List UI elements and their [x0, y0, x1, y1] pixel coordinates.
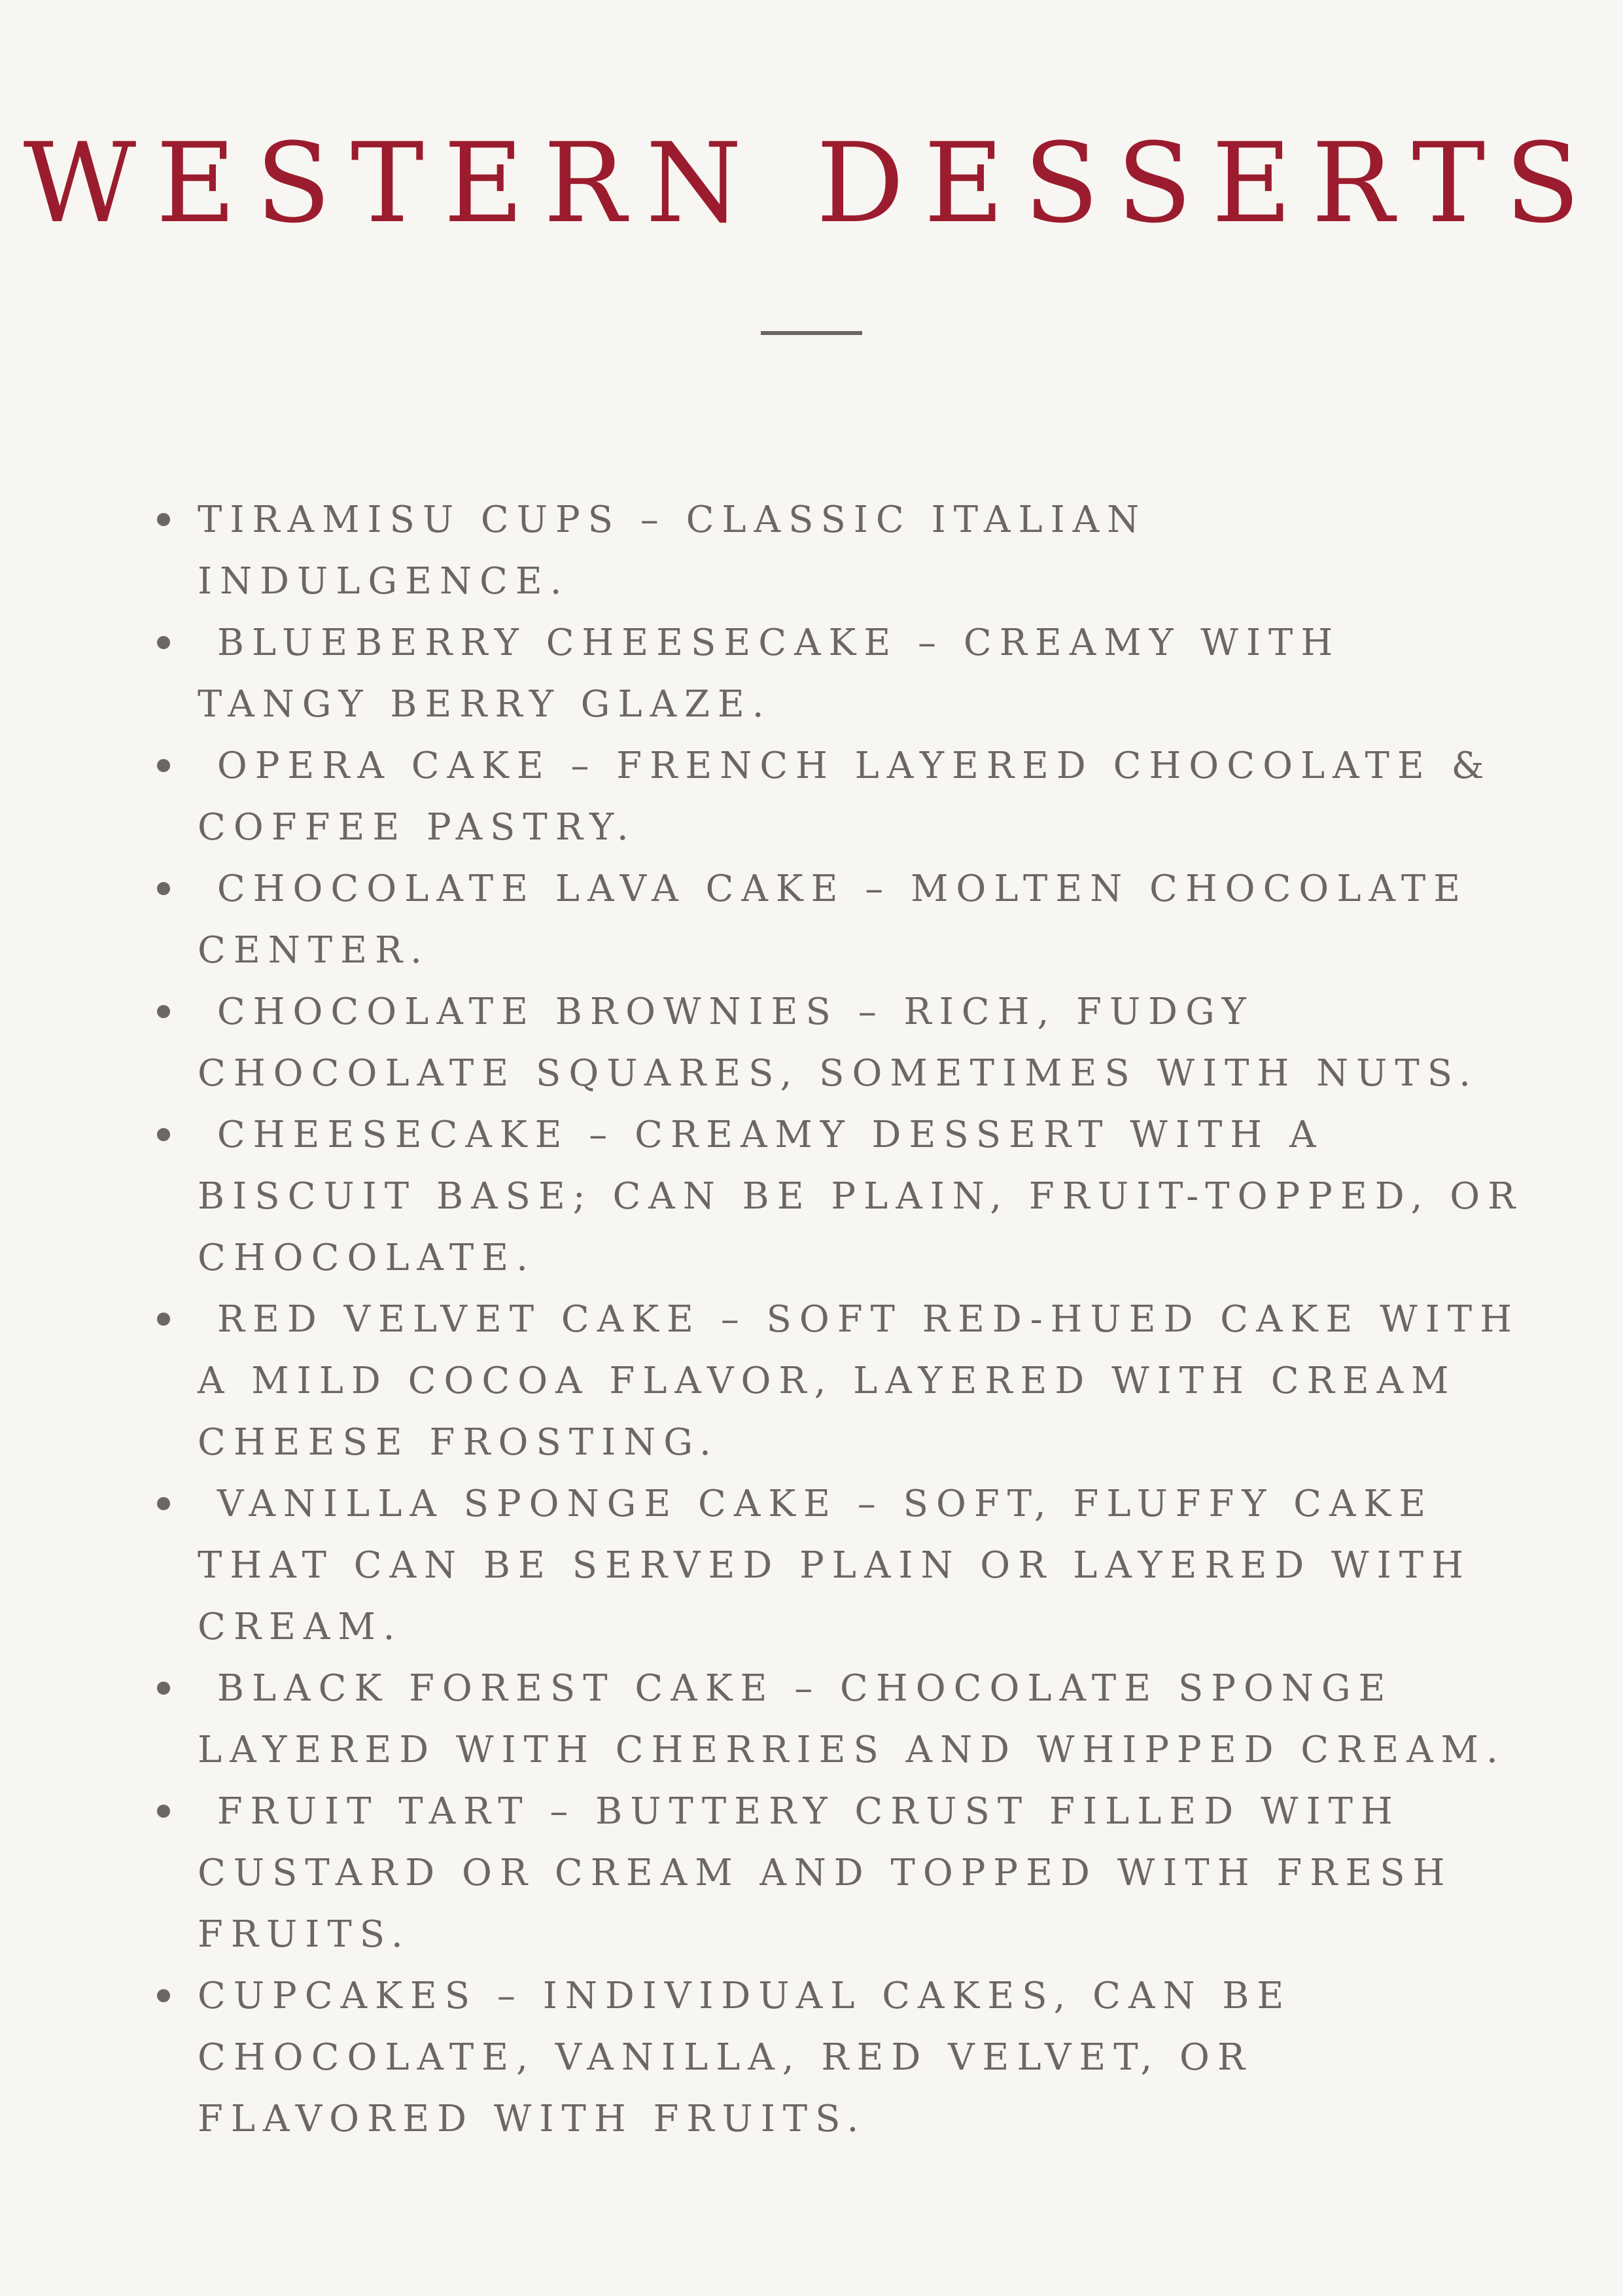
list-item-text: VANILLA SPONGE CAKE – SOFT, FLUFFY CAKE THAT CAN BE SERVED PLAIN OR LAYERED WITH CREAM. [198, 1483, 1491, 1648]
list-item-text: CUPCAKES – INDIVIDUAL CAKES, CAN BE CHOCOLATE, VANILLA, RED VELVET, OR FLAVORED WITH FRUITS. [198, 1975, 1312, 2140]
list-item-text: OPERA CAKE – FRENCH LAYERED CHOCOLATE & COFFEE PASTRY. [198, 745, 1512, 849]
list-item-text: RED VELVET CAKE – SOFT RED-HUED CAKE WITH A MILD COCOA FLAVOR, LAYERED WITH CREAM CHEESE FROSTING. [198, 1298, 1539, 1464]
bullet-icon [157, 1313, 170, 1326]
list-item [198, 1781, 1532, 1966]
list-item-text: CHOCOLATE BROWNIES – RICH, FUDGY CHOCOLATE SQUARES, SOMETIMES WITH NUTS. [198, 991, 1478, 1095]
list-item [198, 858, 1532, 981]
list-item [198, 1289, 1539, 1474]
bullet-icon [157, 1682, 170, 1695]
list-item-text: FRUIT TART – BUTTERY CRUST FILLED WITH CUSTARD OR CREAM AND TOPPED WITH FRESH FRUITS. [198, 1790, 1473, 1956]
bullet-icon [157, 1989, 170, 2002]
dessert-list [198, 489, 1543, 2150]
bullet-icon [157, 1497, 170, 1510]
list-item-text: CHOCOLATE LAVA CAKE – MOLTEN CHOCOLATE CENTER. [198, 868, 1488, 972]
list-item [198, 1966, 1532, 2150]
bullet-icon [157, 1128, 170, 1141]
bullet-icon [157, 1005, 170, 1018]
bullet-icon [157, 513, 170, 526]
list-item [198, 1658, 1532, 1781]
list-item [198, 1474, 1532, 1658]
page-title: WESTERN DESSERTS [23, 119, 1600, 247]
list-item-text: BLUEBERRY CHEESECAKE – CREAMY WITH TANGY BERRY GLAZE. [198, 622, 1360, 726]
bullet-icon [157, 759, 170, 772]
title-divider [761, 331, 862, 335]
list-item [198, 1104, 1543, 1289]
list-item [198, 981, 1532, 1104]
bullet-icon [157, 882, 170, 895]
bullet-icon [157, 636, 170, 649]
list-item [198, 735, 1532, 858]
list-item [198, 489, 1532, 612]
bullet-icon [157, 1805, 170, 1818]
list-item-text: CHEESECAKE – CREAMY DESSERT WITH A BISCUIT BASE; CAN BE PLAIN, FRUIT-TOPPED, OR CHOCOLATE. [198, 1114, 1543, 1279]
list-item-text: TIRAMISU CUPS – CLASSIC ITALIAN INDULGENCE. [198, 499, 1166, 603]
list-item-text: BLACK FOREST CAKE – CHOCOLATE SPONGE LAYERED WITH CHERRIES AND WHIPPED CREAM. [198, 1667, 1506, 1771]
list-item [198, 612, 1532, 735]
